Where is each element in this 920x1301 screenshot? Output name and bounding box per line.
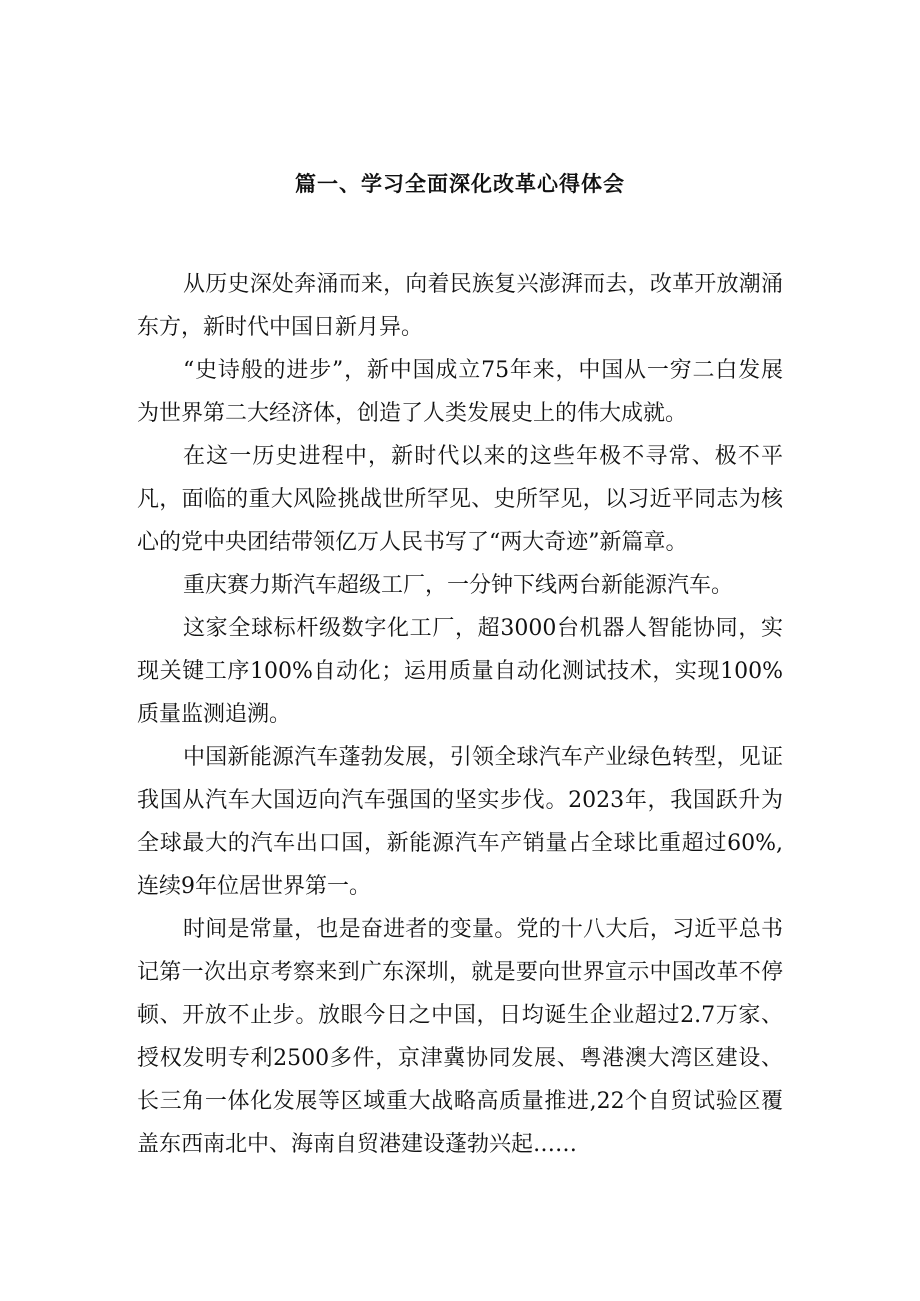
paragraph-7: 时间是常量，也是奋进者的变量。党的十八大后，习近平总书记第一次出京考察来到广东深圳，就是要向世界宣示中国改革不停顿、开放不止步。放眼今日之中国，日均诞生企业超过2.7万家、授权发明专利2500多件，京津冀协同发展、粤港澳大湾区建设、长三角一体化发展等区域重大战略高质量推进,22个自贸试验区覆盖东西南北中、海南自贸港建设蓬勃兴起…… [137, 917, 783, 1157]
paragraph-2: “史诗般的进步”，新中国成立75年来，中国从一穷二白发展为世界第二大经济体，创造了人类发展史上的伟大成就。 [137, 358, 783, 426]
paragraph-1: 从历史深处奔涌而来，向着民族复兴澎湃而去，改革开放潮涌东方，新时代中国日新月异。 [137, 272, 783, 340]
paragraph-5: 这家全球标杆级数字化工厂，超3000台机器人智能协同，实现关键工序100%自动化；运用质量自动化测试技术，实现100%质量监测追溯。 [137, 616, 783, 727]
paragraph-3: 在这一历史进程中，新时代以来的这些年极不寻常、极不平凡，面临的重大风险挑战世所罕见、史所罕见，以习近平同志为核心的党中央团结带领亿万人民书写了“两大奇迹”新篇章。 [137, 444, 783, 555]
document-title: 篇一、学习全面深化改革心得体会 [295, 172, 625, 196]
document-body [137, 263, 783, 1166]
paragraph-6: 中国新能源汽车蓬勃发展，引领全球汽车产业绿色转型，见证我国从汽车大国迈向汽车强国的坚实步伐。2023年，我国跃升为全球最大的汽车出口国，新能源汽车产销量占全球比重超过60%,连续9年位居世界第一。 [137, 745, 783, 899]
paragraph-4: 重庆赛力斯汽车超级工厂，一分钟下线两台新能源汽车。 [183, 573, 734, 598]
